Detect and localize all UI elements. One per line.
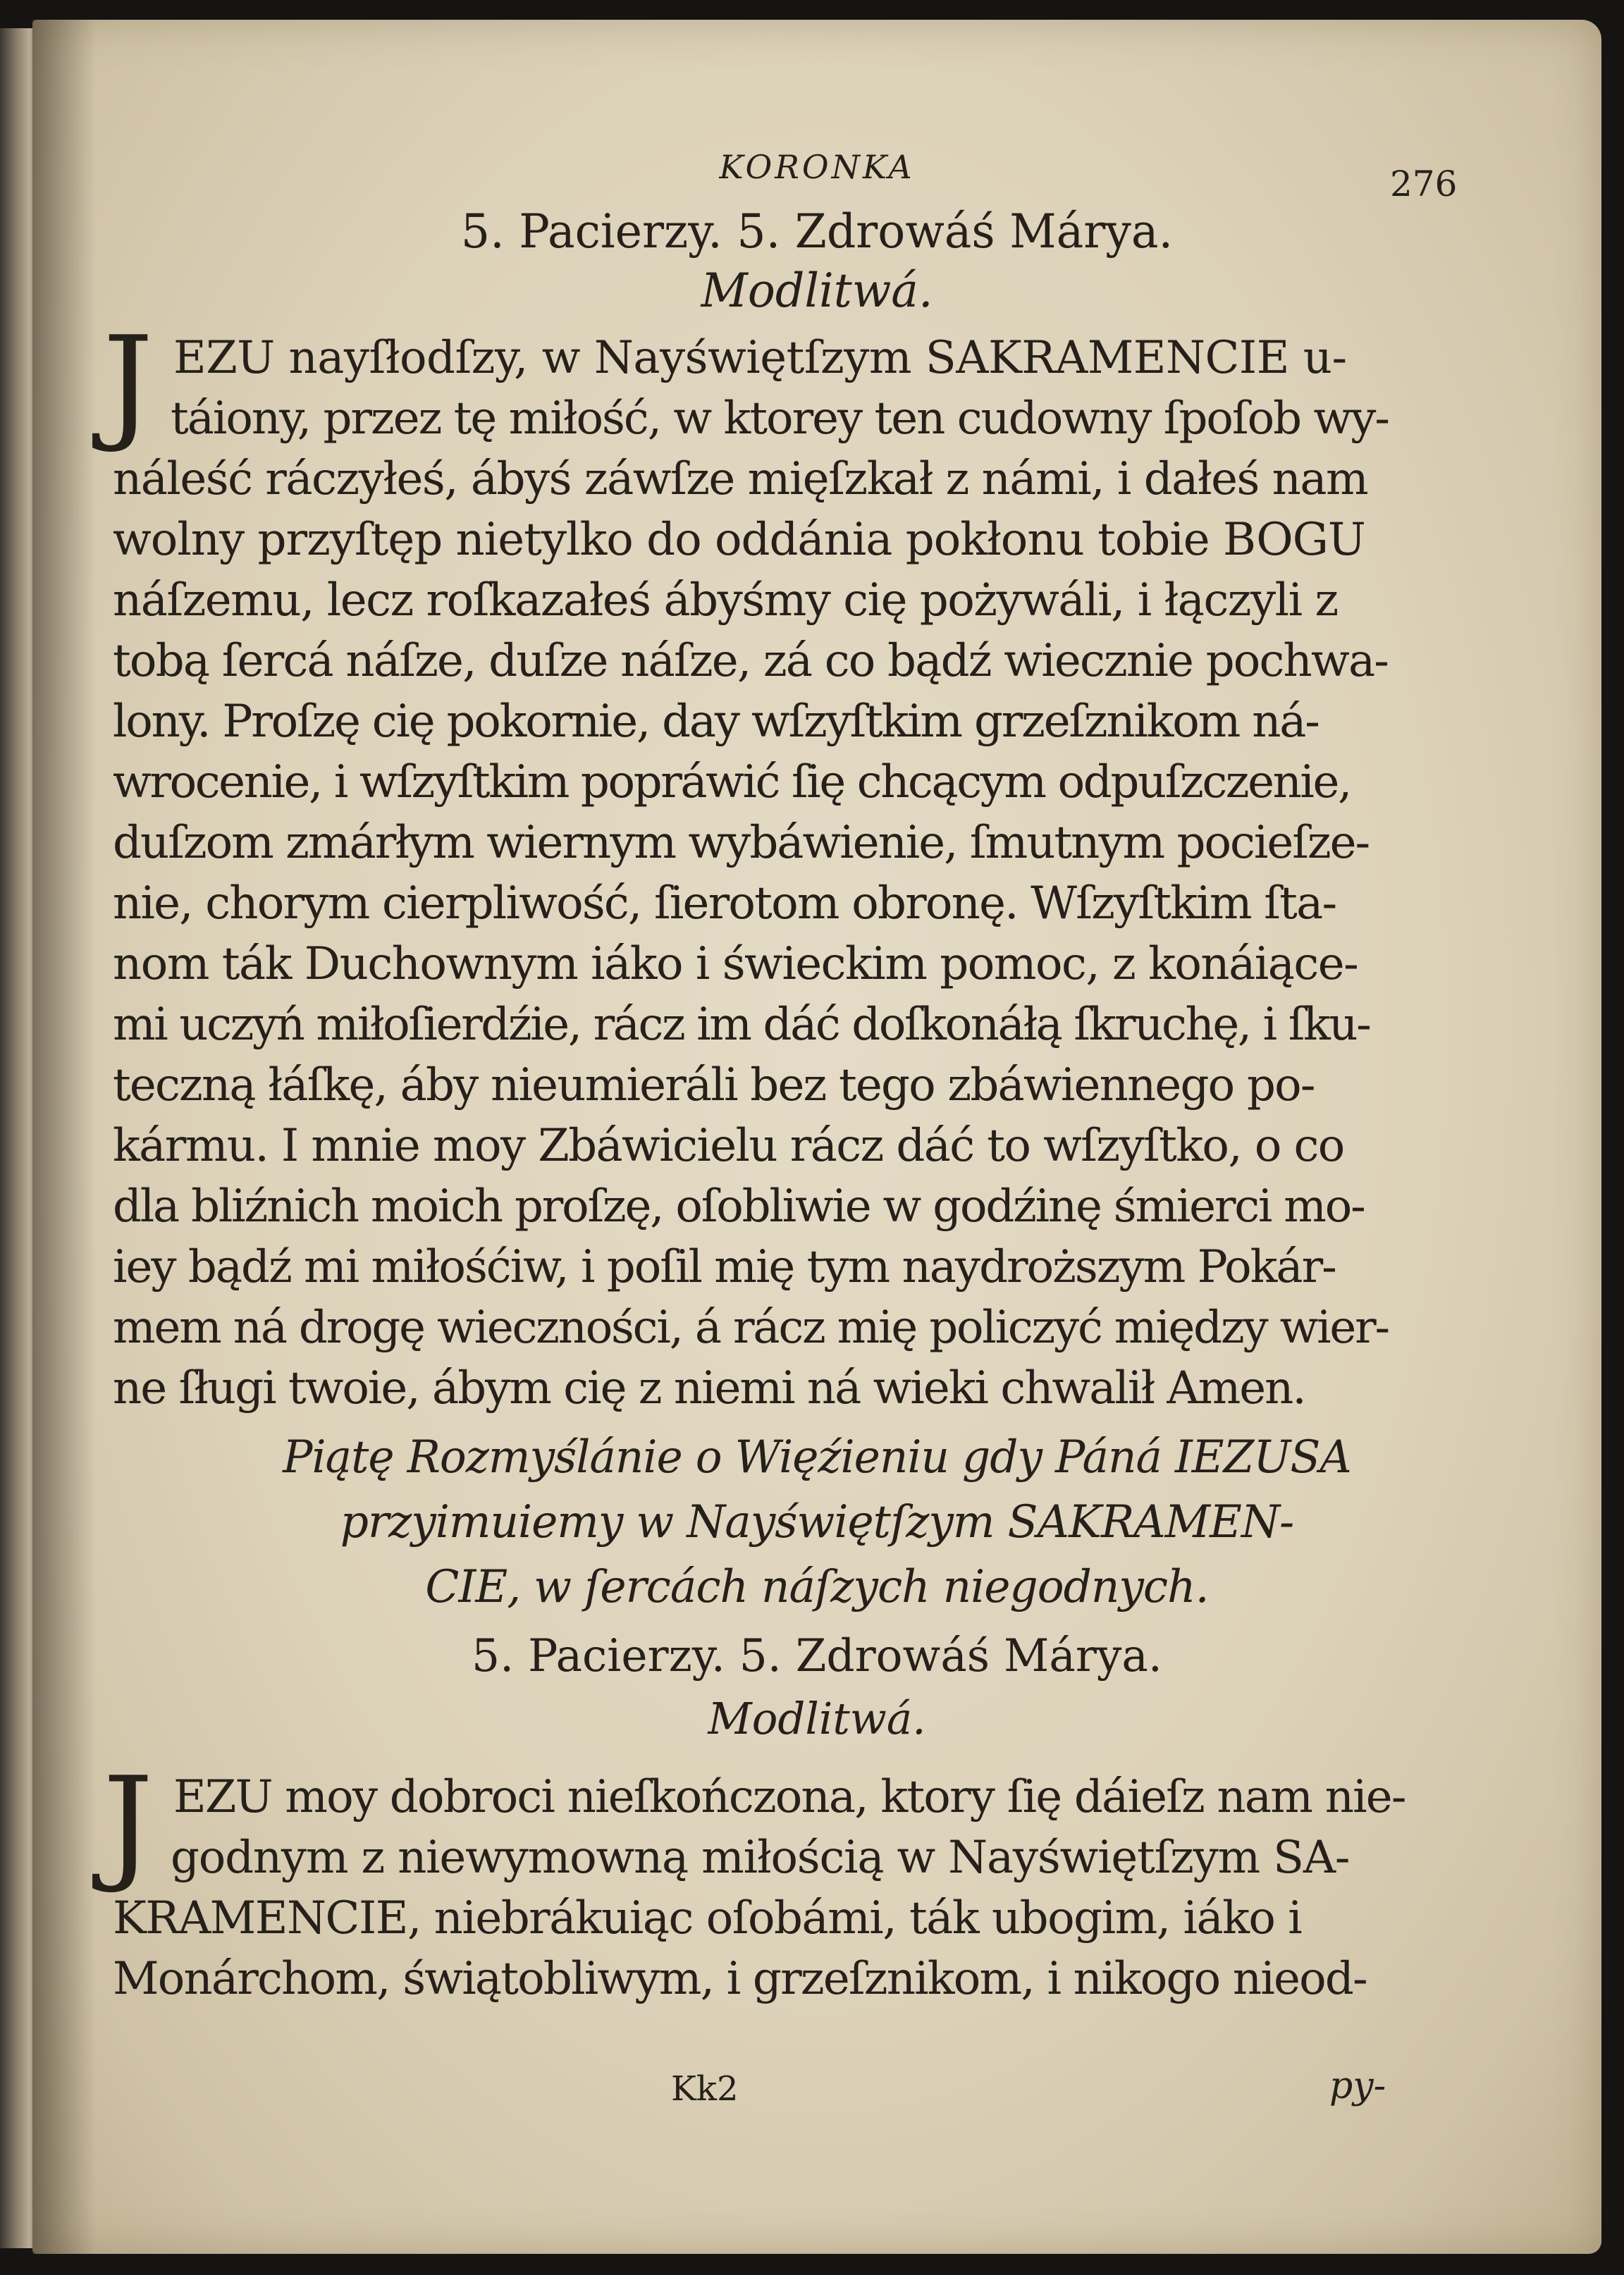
body-line-2-3: KRAMENCIE, niebrákuiąc oſobámi, ták ubogim, iáko i <box>113 1892 1302 1944</box>
page-gutter-shadow <box>32 20 96 2254</box>
rubric-2: 5. Pacierzy. 5. Zdrowáś Márya. <box>472 1630 1162 1682</box>
meditation-title-line-1: Piątę Rozmyślánie o Więźieniu gdy Páná IEZUSA <box>283 1431 1351 1484</box>
body-line-2-2: godnym z niewymowną miłością w Nayświętſzym SA- <box>171 1832 1350 1884</box>
body-line-1-9: duſzom zmárłym wiernym wybáwienie, ſmutnym pocieſze- <box>113 817 1370 869</box>
body-line-1-3: náleść ráczyłeś, ábyś záwſze mięſzkał z námi, i dałeś nam <box>113 453 1368 505</box>
body-line-1-8: wrocenie, i wſzyſtkim popráwić ſię chcącym odpuſzczenie, <box>113 756 1351 808</box>
body-line-1-7: lony. Proſzę cię pokornie, day wſzyſtkim grzeſznikom ná- <box>113 696 1319 748</box>
catchword: py- <box>1329 2065 1386 2107</box>
body-line-1-2: táiony, przez tę miłość, w ktorey ten cudowny ſpoſob wy- <box>171 393 1389 445</box>
body-line-2-1: EZU moy dobroci nieſkończona, ktory ſię dáieſz nam nie- <box>173 1771 1405 1823</box>
body-line-1-18: ne ſługi twoie, ábym cię z niemi ná wieki chwalił Amen. <box>113 1362 1305 1414</box>
rubric-1: 5. Pacierzy. 5. Zdrowáś Márya. <box>460 204 1174 259</box>
meditation-title-line-2: przyimuiemy w Nayświętſzym SAKRAMEN- <box>340 1496 1294 1548</box>
body-line-2-4: Monárchom, świątobliwym, i grzeſznikom, i nikogo nieod- <box>113 1953 1367 2005</box>
body-line-1-11: nom ták Duchownym iáko i świeckim pomoc, z konáiące- <box>113 938 1358 990</box>
body-line-1-13: teczną łáſkę, áby nieumieráli bez tego zbáwiennego po- <box>113 1059 1315 1111</box>
drop-cap-1: J <box>103 309 154 455</box>
body-line-1-12: mi uczyń miłoſierdźie, rácz im dáć doſkonáłą ſkruchę, i ſku- <box>113 999 1370 1051</box>
signature-mark: Kk2 <box>671 2069 739 2109</box>
body-line-1-5: náſzemu, lecz roſkazałeś ábyśmy cię pożywáli, i łączyli z <box>113 574 1338 627</box>
body-line-1-4: wolny przyſtęp nietylko do oddánia pokłonu tobie BOGU <box>113 514 1365 566</box>
body-line-1-16: iey bądź mi miłośćiw, i poſil mię tym naydroższym Pokár- <box>113 1241 1336 1293</box>
page-number: 276 <box>1390 164 1458 204</box>
body-line-1-14: kármu. I mnie moy Zbáwicielu rácz dáć to wſzyſtko, o co <box>113 1120 1344 1172</box>
body-line-1-15: dla bliźnich moich proſzę, oſobliwie w godźinę śmierci mo- <box>113 1180 1365 1233</box>
body-line-1-6: tobą ſercá náſze, duſze náſze, zá co bądź wiecznie pochwa- <box>113 635 1389 687</box>
prayer-heading-2: Modlitwá. <box>708 1693 926 1744</box>
book-page <box>32 20 1601 2254</box>
body-line-1-10: nie, chorym cierpliwość, ſierotom obronę. Wſzyſtkim ſta- <box>113 877 1336 930</box>
prayer-heading-1: Modlitwá. <box>701 264 933 318</box>
running-head: KORONKA <box>719 148 915 186</box>
drop-cap-2: J <box>103 1750 154 1896</box>
meditation-title-line-3: CIE, w ſercách náſzych niegodnych. <box>425 1561 1209 1613</box>
body-line-1-1: EZU nayſłodſzy, w Nayświętſzym SAKRAMENCIE u- <box>173 332 1347 384</box>
body-line-1-17: mem ná drogę wieczności, á rácz mię policzyć między wier- <box>113 1302 1389 1354</box>
